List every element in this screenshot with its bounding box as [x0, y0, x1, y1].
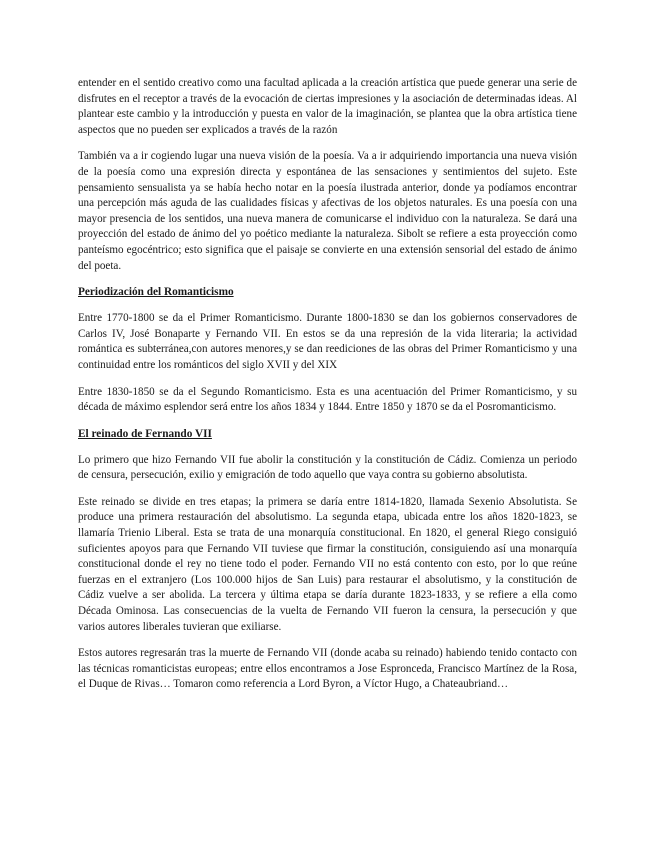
paragraph-etapas-reinado: Este reinado se divide en tres etapas; la primera se daría entre 1814-1820, llamada Sexenio Absolutista. Se produce una primera restauración del absolutismo. La segunda etapa, ubicada entre los años 1820-1823, se llamaría Trienio Liberal. Esta se trata de una monarquía constitucional. En 1820, el general Riego consiguió suficientes apoyos para que Fernando VII tuviese que firmar la constitución, consiguiendo así una monarquía constitucional donde el rey no tiene todo el poder. Fernando VII no está contento con esto, por lo que reúne fuerzas en el extranjero (Los 100.000 hijos de San Luis) para restaurar el absolutismo, y la constitución de Cádiz vuelve a ser abolida. La tercera y última etapa se daría durante 1823-1833, y se refiere a ella como Década Ominosa. Las consecuencias de la vuelta de Fernando VII fueron la censura, la persecución y que varios autores liberales tuvieran que exiliarse. — [78, 495, 577, 633]
paragraph-autores-exilio: Estos autores regresarán tras la muerte de Fernando VII (donde acaba su reinado) habiendo tenido contacto con las técnicas romanticistas europeas; entre ellos encontramos a Jose Espronceda, Francisco Martínez de la Rosa, el Duque de Rivas… Tomaron como referencia a Lord Byron, a Víctor Hugo, a Chateaubriand… — [78, 647, 577, 691]
heading-periodizacion: Periodización del Romanticismo — [78, 286, 234, 299]
paragraph-segundo-romanticismo: Entre 1830-1850 se da el Segundo Romanticismo. Esta es una acentuación del Primer Romanticismo, y su década de máximo esplendor será entre los años 1834 y 1844. Entre 1850 y 1870 se da el Posromanticismo. — [78, 385, 577, 414]
paragraph-vision-poesia: También va a ir cogiendo lugar una nueva visión de la poesía. Va a ir adquiriendo importancia una nueva visión de la poesía como una expresión directa y espontánea de las sensaciones y sentimientos del sujeto. Este pensamiento sensualista ya se había hecho notar en la poesía ilustrada anterior, donde ya podíamos encontrar una percepción más aguda de las cualidades físicas y afectivas de los objetos naturales. Es una poesía con una mayor presencia de los sentidos, una nueva manera de comunicarse el individuo con la naturaleza. Se dará una proyección del estado de ánimo del yo poético mediante la naturaleza. Sibolt se refiere a esta proyección como panteísmo egocéntrico; esto significa que el paisaje se convierte en una extensión sensorial del estado de ánimo del poeta. — [78, 150, 577, 272]
heading-fernando-vii: El reinado de Fernando VII — [78, 427, 212, 440]
paragraph-imaginacion: entender en el sentido creativo como una facultad aplicada a la creación artística que puede generar una serie de disfrutes en el receptor a través de la evocación de ciertas impresiones y la asociación de determinadas ideas. Al plantear este cambio y la introducción y puesta en valor de la imaginación, se plantea que la obra artística tiene aspectos que no pueden ser explicados a través de la razón — [78, 77, 577, 136]
paragraph-abolicion: Lo primero que hizo Fernando VII fue abolir la constitución y la constitución de Cádiz. Comienza un periodo de censura, persecución, exilio y emigración de todo aquello que vaya contra su gobierno absolutista. — [78, 453, 577, 482]
paragraph-primer-romanticismo: Entre 1770-1800 se da el Primer Romanticismo. Durante 1800-1830 se dan los gobiernos conservadores de Carlos IV, José Bonaparte y Fernando VII. En estos se da una represión de la vida literaria; la actividad romántica es subterránea,con autores menores,y se dan reediciones de las obras del Primer Romanticismo y una continuidad entre los románticos del siglo XVII y del XIX — [78, 312, 577, 371]
